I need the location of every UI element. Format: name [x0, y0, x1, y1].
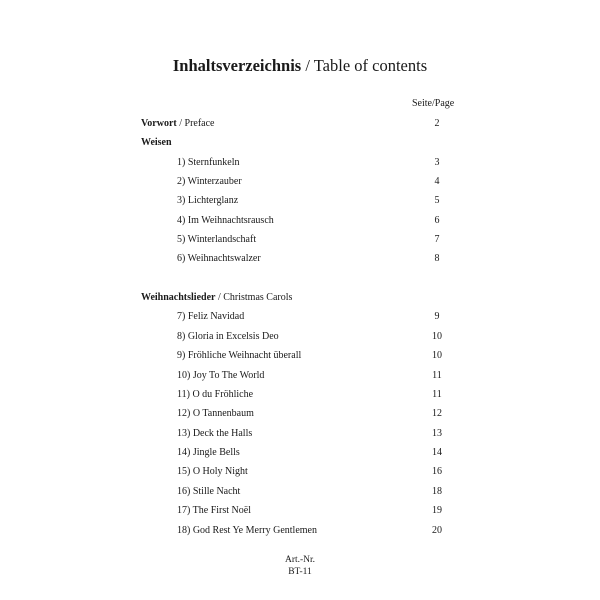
toc-item-page: 10 — [432, 350, 442, 361]
toc-item-page: 9 — [434, 311, 440, 322]
toc-item-page: 8 — [434, 253, 440, 264]
toc-row — [0, 214, 600, 228]
toc-item-page: 13 — [432, 428, 442, 439]
toc-item-label: 6) Weihnachtswalzer — [177, 253, 261, 264]
toc-item-label: 17) The First Noël — [177, 505, 251, 516]
title-english: Table of contents — [313, 56, 428, 75]
toc-row — [0, 310, 600, 324]
title-separator: / — [301, 56, 314, 75]
toc-row — [0, 465, 600, 479]
preface-page: 2 — [434, 118, 440, 129]
toc-row — [0, 156, 600, 170]
toc-row — [0, 504, 600, 518]
toc-item-label: 13) Deck the Halls — [177, 428, 253, 439]
toc-row — [0, 388, 600, 402]
toc-item-label: 1) Sternfunkeln — [177, 157, 240, 168]
toc-item-label: 7) Feliz Navidad — [177, 311, 245, 322]
toc-item-page: 12 — [432, 408, 442, 419]
toc-row — [0, 485, 600, 499]
toc-item-page: 11 — [432, 370, 442, 381]
toc-item-label: 8) Gloria in Excelsis Deo — [177, 331, 279, 342]
article-number-value: BT-11 — [288, 567, 312, 577]
toc-item-label: 10) Joy To The World — [177, 370, 265, 381]
toc-row — [0, 233, 600, 247]
toc-row — [0, 252, 600, 266]
toc-item-page: 10 — [432, 331, 442, 342]
toc-row — [0, 524, 600, 538]
toc-item-page: 3 — [434, 157, 440, 168]
title-german: Inhaltsverzeichnis — [172, 56, 302, 75]
toc-item-label: 14) Jingle Bells — [177, 447, 240, 458]
toc-item-page: 16 — [432, 466, 442, 477]
toc-row — [0, 194, 600, 208]
toc-item-page: 19 — [432, 505, 442, 516]
article-number-label: Art.-Nr. — [284, 555, 316, 565]
toc-item-page: 18 — [432, 486, 442, 497]
section-carols — [0, 291, 600, 305]
toc-row-preface — [0, 117, 600, 131]
toc-row — [0, 427, 600, 441]
toc-item-page: 6 — [434, 215, 440, 226]
toc-item-label: 3) Lichterglanz — [177, 195, 239, 206]
toc-row — [0, 446, 600, 460]
toc-item-label: 5) Winterlandschaft — [177, 234, 257, 245]
section-carols-title — [141, 291, 292, 305]
preface-label — [141, 117, 215, 131]
toc-item-page: 7 — [434, 234, 440, 245]
toc-row — [0, 349, 600, 363]
toc-item-page: 20 — [432, 525, 442, 536]
toc-row — [0, 369, 600, 383]
section-weisen-title: Weisen — [141, 137, 172, 148]
toc-item-label: 11) O du Fröhliche — [177, 389, 254, 400]
toc-item-label: 4) Im Weihnachtsrausch — [177, 215, 274, 226]
toc-item-label: 2) Winterzauber — [177, 176, 242, 187]
toc-item-label: 9) Fröhliche Weihnacht überall — [177, 350, 302, 361]
toc-item-page: 5 — [434, 195, 440, 206]
carols-english: / Christmas Carols — [215, 292, 293, 303]
preface-english: / Preface — [176, 118, 215, 129]
toc-item-page: 11 — [432, 389, 442, 400]
toc-row — [0, 175, 600, 189]
section-weisen — [0, 136, 600, 150]
page-column-header: Seite/Page — [412, 98, 455, 109]
toc-row — [0, 330, 600, 344]
toc-item-label: 16) Stille Nacht — [177, 486, 241, 497]
toc-item-label: 18) God Rest Ye Merry Gentlemen — [177, 525, 317, 536]
toc-item-label: 15) O Holy Night — [177, 466, 248, 477]
page-title — [0, 56, 600, 76]
preface-german: Vorwort — [141, 118, 177, 129]
carols-german: Weihnachtslieder — [141, 292, 216, 303]
toc-item-page: 4 — [434, 176, 440, 187]
toc-item-label: 12) O Tannenbaum — [177, 408, 254, 419]
article-number — [0, 554, 600, 578]
toc-row — [0, 407, 600, 421]
toc-item-page: 14 — [432, 447, 442, 458]
